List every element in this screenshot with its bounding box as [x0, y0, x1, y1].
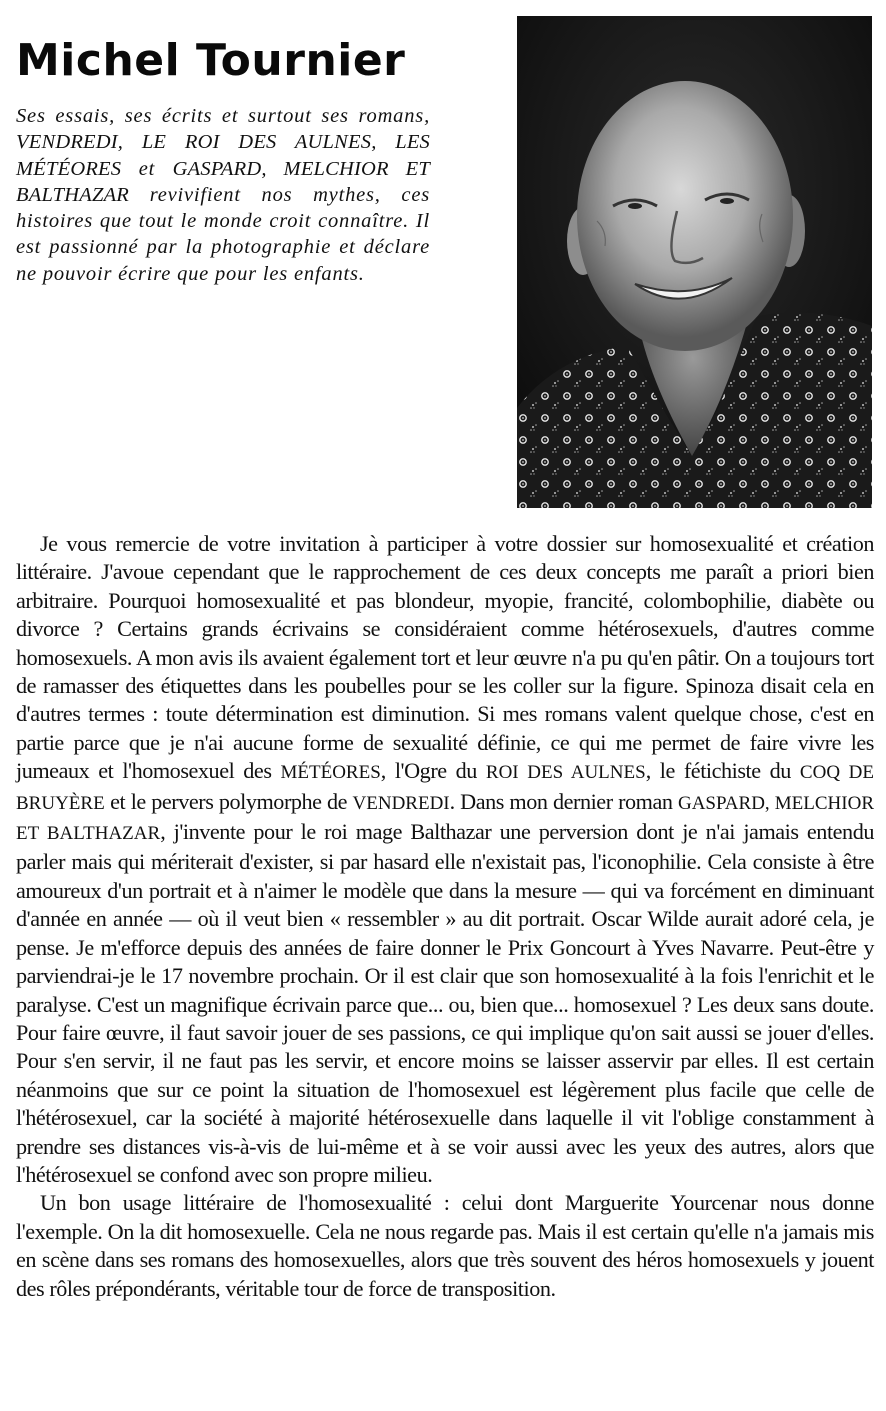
- text-run: Un bon usage littéraire de l'homosexualité : celui dont Marguerite Yourcenar nous donne l'exemple. On la dit homosexuelle. Cela ne nous regarde pas. Mais il est certain qu'elle n'a jamais mis en scène dans ses romans des homosexuelles, alors que très souvent des héros homosexuels y jouent des rôles prépondérants, véritable tour de force de transposition.: [16, 1190, 874, 1301]
- intro-book-titles-2: GASPARD, MELCHIOR ET BALTHAZAR: [16, 157, 430, 206]
- text-run: Je vous remercie de votre invitation à participer à votre dossier sur homosexualité et création littéraire. J'avoue cependant que le rapprochement de ces deux concepts me paraît a priori bien arbitraire. Pourquoi homosexualité et pas blondeur, myopie, francité, colombophilie, diabète ou divorce ? Certains grands écrivains se considéraient comme hétérosexuels, d'autres comme homosexuels. A mon avis ils avaient également tort et leur œuvre n'a pu qu'en pâtir. On a toujours tort de ramasser des étiquettes dans les poubelles pour se les coller sur la figure. Spinoza disait cela en d'autres termes : toute détermination est diminution. Si mes romans valent quelque chose, c'est en partie parce que je n'ai aucune forme de sexualité définie, ce qui me permet de faire vivre les jumeaux et l'homosexuel des: [16, 531, 874, 784]
- intro-text-a: Ses essais, ses écrits et surtout ses romans,: [16, 105, 430, 127]
- book-title: VENDREDI: [352, 792, 450, 814]
- intro-text-e: revivifient nos mythes, ces histoires que tout le monde croit connaître. Il est passionné par la photographie et déclare ne pouvoir écrire que pour les enfants.: [16, 183, 430, 285]
- book-title: MÉTÉORES: [280, 762, 381, 784]
- paragraph-2: [16, 1189, 874, 1303]
- text-run: . Dans mon dernier roman: [449, 788, 678, 814]
- intro-text-c: et: [121, 157, 173, 180]
- article-title: Michel Tournier: [16, 35, 406, 87]
- book-title: GASPARD, MELCHIOR ET BALTHAZAR: [16, 792, 874, 845]
- book-title: ROI DES AULNES: [485, 762, 646, 784]
- intro-blurb: [16, 103, 430, 287]
- book-title: COQ DE BRUYÈRE: [16, 762, 874, 814]
- paragraph-1: [16, 530, 874, 1189]
- portrait-image: [517, 16, 872, 508]
- text-run: , j'invente pour le roi mage Balthazar une perversion dont je n'ai jamais entendu parler mais qui mériterait d'exister, si par hasard elle n'existait pas, l'iconophilie. Cela consiste à être amoureux d'un portrait et à n'aimer le modèle que dans la mesure — qui va forcément en diminuant d'année en année — où il veut bien « ressembler » au dit portrait. Oscar Wilde aurait adoré cela, je pense. Je m'efforce depuis des années de faire donner le Prix Goncourt à Yves Navarre. Peut-être y parviendrai-je le 17 novembre prochain. Or il est clair que son homosexualité à la fois l'enrichit et le paralyse. C'est un magnifique écrivain parce que... ou, bien que... homosexuel ? Les deux sans doute. Pour faire œuvre, il faut savoir jouer de ses passions, ce qui implique qu'on sait aussi se jouer d'elles. Pour s'en servir, il ne faut pas les servir, et encore moins se laisser asservir par elles. Il est certain néanmoins que sur ce point la situation de l'homosexuel est légèrement plus facile que celle de l'hétérosexuel, car la société à majorité hétérosexuelle dans laquelle il vit l'oblige constamment à prendre ses distances vis-à-vis de lui-même et à se voir aussi avec les yeux des autres, alors que l'hétérosexuel se confond avec son propre milieu.: [16, 819, 874, 1187]
- author-portrait-photo: [517, 16, 872, 508]
- intro-book-titles-1: VENDREDI, LE ROI DES AULNES, LES MÉTÉORES: [16, 131, 430, 180]
- article-body: [16, 530, 874, 1303]
- text-run: , l'Ogre du: [380, 758, 486, 784]
- text-run: et le pervers polymorphe de: [104, 788, 353, 814]
- text-run: , le fétichiste du: [645, 758, 800, 784]
